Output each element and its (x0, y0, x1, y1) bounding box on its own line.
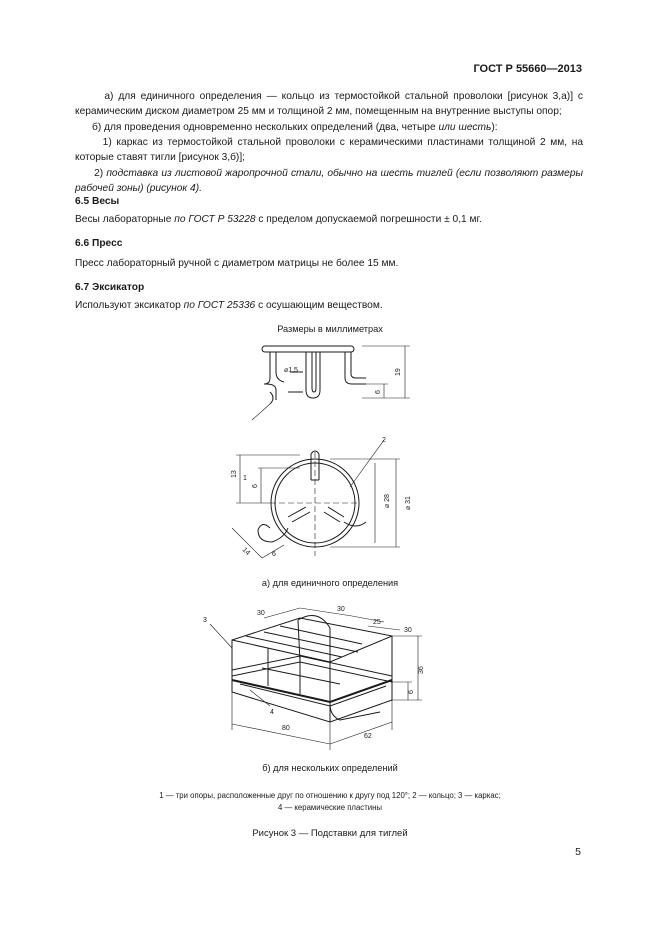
dim-30c: 30 (404, 627, 412, 634)
dim-6c: 6 (272, 551, 276, 558)
caption-b: б) для нескольких определений (262, 763, 398, 773)
frame-isometric (210, 608, 422, 750)
text-6-7: Используют эксикатор по ГОСТ 25336 с осушающим веществом. (75, 300, 383, 311)
dim-wire: ⌀1,5 (284, 367, 298, 374)
heading-6-5: 6.5 Весы (75, 196, 120, 207)
label-3: 3 (203, 617, 207, 624)
legend-line-2: 4 — керамические пластины (277, 803, 383, 812)
text-6-6: Пресс лабораторный ручной с диаметром матрицы не более 15 мм. (75, 258, 399, 269)
dim-30b: 30 (337, 606, 345, 613)
dim-6d: 6 (408, 690, 415, 694)
dim-30a: 30 (257, 610, 265, 617)
dim-80: 80 (282, 725, 290, 732)
dim-13: 13 (231, 470, 238, 478)
label-1: 1 (243, 475, 247, 482)
figure-legend (100, 790, 560, 814)
dim-19: 19 (395, 368, 402, 376)
units-note: Размеры в миллиметрах (277, 324, 383, 334)
dim-d31: ⌀ 31 (405, 496, 412, 510)
standard-header: ГОСТ Р 55660—2013 (473, 63, 582, 75)
label-2: 2 (382, 437, 386, 444)
dim-14: 14 (240, 546, 252, 557)
item-a: а) для единичного определения — кольцо из термостойкой стальной проволоки [рисунок 3,а)] с керамическим диском диаметром 25 мм и толщиной 2 мм, помещенным на внутренние выступы опор; (75, 91, 584, 117)
dim-36: 36 (418, 666, 425, 674)
ring-top-view (232, 440, 400, 558)
label-4: 4 (270, 709, 274, 716)
heading-6-6: 6.6 Пресс (75, 238, 123, 249)
text-6-5: Весы лабораторные по ГОСТ Р 53228 с пределом допускаемой погрешности ± 0,1 мг. (75, 214, 482, 225)
item-b1: 1) каркас из термостойкой стальной проволоки с керамическими пластинами толщиной 2 мм, на которые ставят тигли [рисунок 3,б)]; (75, 137, 583, 163)
figure-title: Рисунок 3 — Подставки для тиглей (252, 828, 408, 839)
page-number: 5 (575, 846, 581, 858)
dim-25: 25 (373, 619, 381, 626)
heading-6-7: 6.7 Эксикатор (75, 282, 145, 293)
caption-a: а) для единичного определения (261, 578, 399, 588)
legend-line-1: 1 — три опоры, расположенные друг по отношению к другу под 120°; 2 — кольцо; 3 — каркас; (159, 791, 501, 800)
dim-62: 62 (364, 733, 372, 740)
dim-6b: 6 (252, 484, 259, 488)
item-b: б) для проведения одновременно нескольких определений (два, четыре или шесть): (91, 122, 498, 133)
dim-d28: ⌀ 28 (384, 494, 391, 508)
item-b2: 2) подставка из листовой жаропрочной стали, обычно на шесть тиглей (если позволяют размеры рабочей зоны) (рисунок 4). (75, 168, 583, 194)
support-side-view (252, 346, 410, 420)
dim-6: 6 (375, 390, 382, 394)
